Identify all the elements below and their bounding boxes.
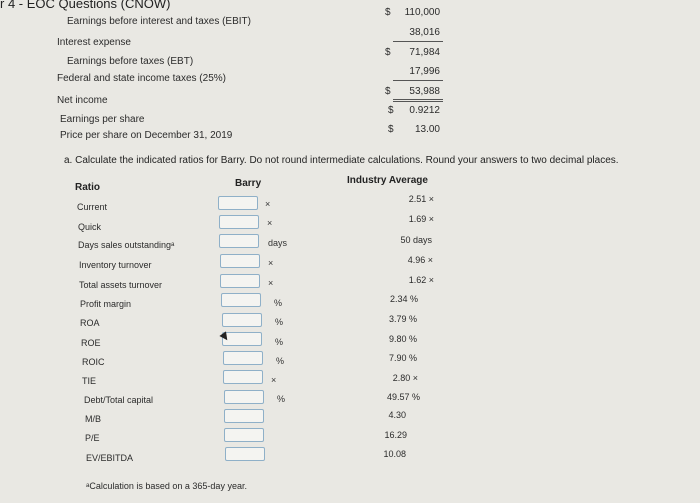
ratio-label-roic: ROIC (82, 357, 105, 367)
is-label-taxes: Federal and state income taxes (25%) (57, 73, 226, 84)
unit-roe: % (275, 337, 284, 347)
ratio-label-mb: M/B (85, 414, 102, 424)
is-dollar-ebit: $ (385, 7, 391, 18)
double-underline (393, 99, 443, 100)
industry-pe: 16.29 (384, 430, 407, 440)
ratio-label-profit-margin: Profit margin (80, 299, 132, 309)
input-mb[interactable] (224, 409, 264, 423)
unit-debt-total-capital: % (277, 394, 286, 404)
ratio-label-dso: Days sales outstandingᵃ (78, 240, 175, 250)
input-ev-ebitda[interactable] (225, 447, 265, 461)
ratio-label-quick: Quick (78, 222, 102, 232)
col-header-barry: Barry (235, 178, 262, 189)
is-label-price: Price per share on December 31, 2019 (60, 130, 233, 141)
ratio-label-ev-ebitda: EV/EBITDA (86, 453, 134, 463)
double-underline (393, 101, 443, 102)
input-inventory-turnover[interactable] (220, 254, 260, 268)
input-profit-margin[interactable] (221, 293, 261, 307)
is-label-netincome: Net income (57, 95, 108, 106)
input-current[interactable] (218, 196, 258, 210)
col-header-industry: Industry Average (347, 175, 428, 186)
unit-quick: × (267, 218, 273, 228)
underline (393, 41, 443, 42)
industry-inventory-turnover: 4.96 × (407, 255, 433, 265)
question-text: a. Calculate the indicated ratios for Barry. Do not round intermediate calculations. Round your answers to two decimal places. (64, 155, 619, 166)
industry-ev-ebitda: 10.08 (383, 449, 406, 459)
input-tie[interactable] (223, 370, 263, 384)
unit-current: × (265, 199, 271, 209)
is-value-netincome: 53,988 (409, 86, 440, 97)
input-debt-total-capital[interactable] (224, 390, 264, 404)
ratio-label-tie: TIE (82, 376, 97, 386)
is-dollar-ebt: $ (385, 47, 391, 58)
is-value-eps: 0.9212 (409, 105, 440, 116)
industry-current: 2.51 × (408, 194, 434, 204)
industry-dso: 50 days (400, 235, 432, 245)
is-value-price: 13.00 (414, 124, 440, 135)
is-label-ebt: Earnings before taxes (EBT) (67, 56, 194, 67)
unit-dso: days (268, 238, 288, 248)
is-label-interest: Interest expense (57, 37, 131, 48)
industry-roic: 7.90 % (388, 353, 417, 363)
industry-profit-margin: 2.34 % (389, 294, 418, 304)
is-value-ebit: 110,000 (404, 7, 440, 18)
is-value-taxes: 17,996 (409, 66, 440, 77)
input-quick[interactable] (219, 215, 259, 229)
page-title: r 4 - EOC Questions (CNOW) (0, 0, 171, 11)
underline (393, 80, 443, 81)
ratio-label-inventory-turnover: Inventory turnover (79, 260, 152, 270)
unit-profit-margin: % (274, 298, 283, 308)
ratio-label-total-assets-turnover: Total assets turnover (79, 280, 163, 290)
unit-tie: × (271, 375, 277, 385)
is-dollar-price: $ (388, 124, 394, 135)
is-label-ebit: Earnings before interest and taxes (EBIT) (67, 16, 251, 27)
industry-roe: 9.80 % (388, 334, 417, 344)
col-header-ratio: Ratio (75, 182, 100, 193)
ratio-label-roe: ROE (81, 338, 101, 348)
is-label-eps: Earnings per share (60, 114, 145, 125)
input-roa[interactable] (222, 313, 262, 327)
input-roic[interactable] (223, 351, 263, 365)
industry-tie: 2.80 × (392, 373, 418, 383)
input-total-assets-turnover[interactable] (220, 274, 260, 288)
unit-inventory-turnover: × (268, 258, 274, 268)
input-dso[interactable] (219, 234, 259, 248)
ratio-label-pe: P/E (85, 433, 100, 443)
is-dollar-eps: $ (388, 105, 394, 116)
unit-total-assets-turnover: × (268, 278, 274, 288)
ratio-label-roa: ROA (80, 318, 100, 328)
industry-mb: 4.30 (388, 410, 406, 420)
unit-roic: % (276, 356, 285, 366)
ratio-label-debt-total-capital: Debt/Total capital (84, 395, 154, 405)
industry-total-assets-turnover: 1.62 × (408, 275, 434, 285)
unit-roa: % (275, 317, 284, 327)
is-value-interest: 38,016 (409, 27, 440, 38)
is-value-ebt: 71,984 (409, 47, 440, 58)
footnote: ᵃCalculation is based on a 365-day year. (86, 481, 247, 491)
industry-quick: 1.69 × (408, 214, 434, 224)
is-dollar-netincome: $ (385, 86, 391, 97)
input-pe[interactable] (224, 428, 264, 442)
ratio-label-current: Current (77, 202, 108, 212)
industry-roa: 3.79 % (388, 314, 417, 324)
industry-debt-total-capital: 49.57 % (386, 392, 420, 402)
